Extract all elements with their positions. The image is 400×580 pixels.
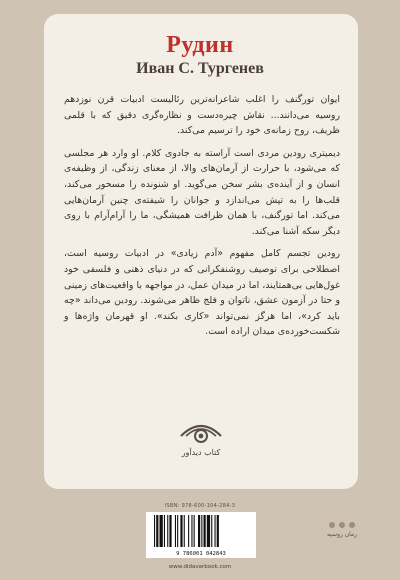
series-label: رمان روسیه — [326, 531, 358, 538]
barcode-bar — [217, 515, 219, 547]
barcode-bar — [160, 515, 163, 547]
barcode-bar — [204, 515, 206, 547]
book-title: Рудин — [166, 32, 234, 58]
series-dots — [318, 522, 366, 528]
publisher-name: کتاب دیدآور — [181, 448, 221, 457]
barcode-bar — [180, 515, 182, 547]
barcode-bar — [154, 515, 155, 547]
publisher-website: www.didavarbook.com — [168, 564, 232, 570]
blurb-paragraph: دیمیتری رودین مردی است آراسته به جادوی کلام. او وارد هر مجلسی که می‌شود، با حرارت از آرمان‌های والا، از معنای زندگی، از وظیفه‌ی انسان و از آینده‌ی بشر سخن می‌گوید. او شنونده را مسحور می‌کند، قلب‌ها را به تپش می‌اندازد و جوانان را شیفته‌ی چنین آرمان‌هایی می‌کند. اما تورگنف، با همان ظرافت همیشگی، ما را آرام‌آرام با روی دیگر سکه آشنا می‌کند. — [64, 147, 340, 237]
series-dot — [349, 522, 355, 528]
barcode-bars — [152, 515, 250, 547]
isbn-text: ISBN: 978-600-104-284-3 — [164, 503, 236, 509]
barcode-bar — [175, 515, 176, 547]
barcode — [146, 512, 256, 558]
barcode-bar — [188, 515, 189, 547]
barcode-bar — [184, 515, 185, 547]
barcode-bar — [164, 515, 165, 547]
series-dot — [339, 522, 345, 528]
publisher-logo — [168, 418, 234, 474]
barcode-bar — [215, 515, 216, 547]
barcode-bar — [169, 515, 171, 547]
blurb-text — [64, 92, 340, 392]
barcode-number: 9 786001 042843 — [176, 551, 226, 557]
eye-logo-icon — [177, 418, 225, 448]
series-mark — [318, 522, 366, 538]
barcode-bar — [194, 515, 195, 547]
blurb-paragraph: ایوان تورگنف را اغلب شاعرانه‌ترین رئالیست ادبیات قرن نوزدهم روسیه می‌دانند... نقاش چیره‌دست و نظاره‌گری دقیق که با قلمی ظریف، روح زمانه‌ی خود را ترسیم می‌کند. — [64, 94, 340, 137]
barcode-bar — [198, 515, 200, 547]
barcode-bar — [207, 515, 210, 547]
barcode-bar — [211, 515, 212, 547]
blurb-paragraph: رودین تجسم کامل مفهوم «آدم زیادی» در ادبیات روسیه است، اصطلاحی برای توصیف روشنفکرانی که در دنیای ذهنی و فلسفی خود غول‌هایی بی‌همتایند، اما در میدان عمل، در مواجهه با واقعیت‌های زمینی و حتا در آزمون عشق، ناتوان و فلج ظاهر می‌شوند. رودین می‌داند «چه باید کرد»، اما هرگز نمی‌تواند «کاری بکند». او قهرمان واژه‌ها و شکست‌خورده‌ی میدان اراده است. — [64, 248, 340, 338]
author-name: Иван С. Тургенев — [136, 60, 264, 77]
barcode-bar — [167, 515, 168, 547]
barcode-bar — [156, 515, 158, 547]
barcode-bar — [177, 515, 178, 547]
barcode-bar — [201, 515, 202, 547]
series-dot — [329, 522, 335, 528]
barcode-bar — [191, 515, 192, 547]
